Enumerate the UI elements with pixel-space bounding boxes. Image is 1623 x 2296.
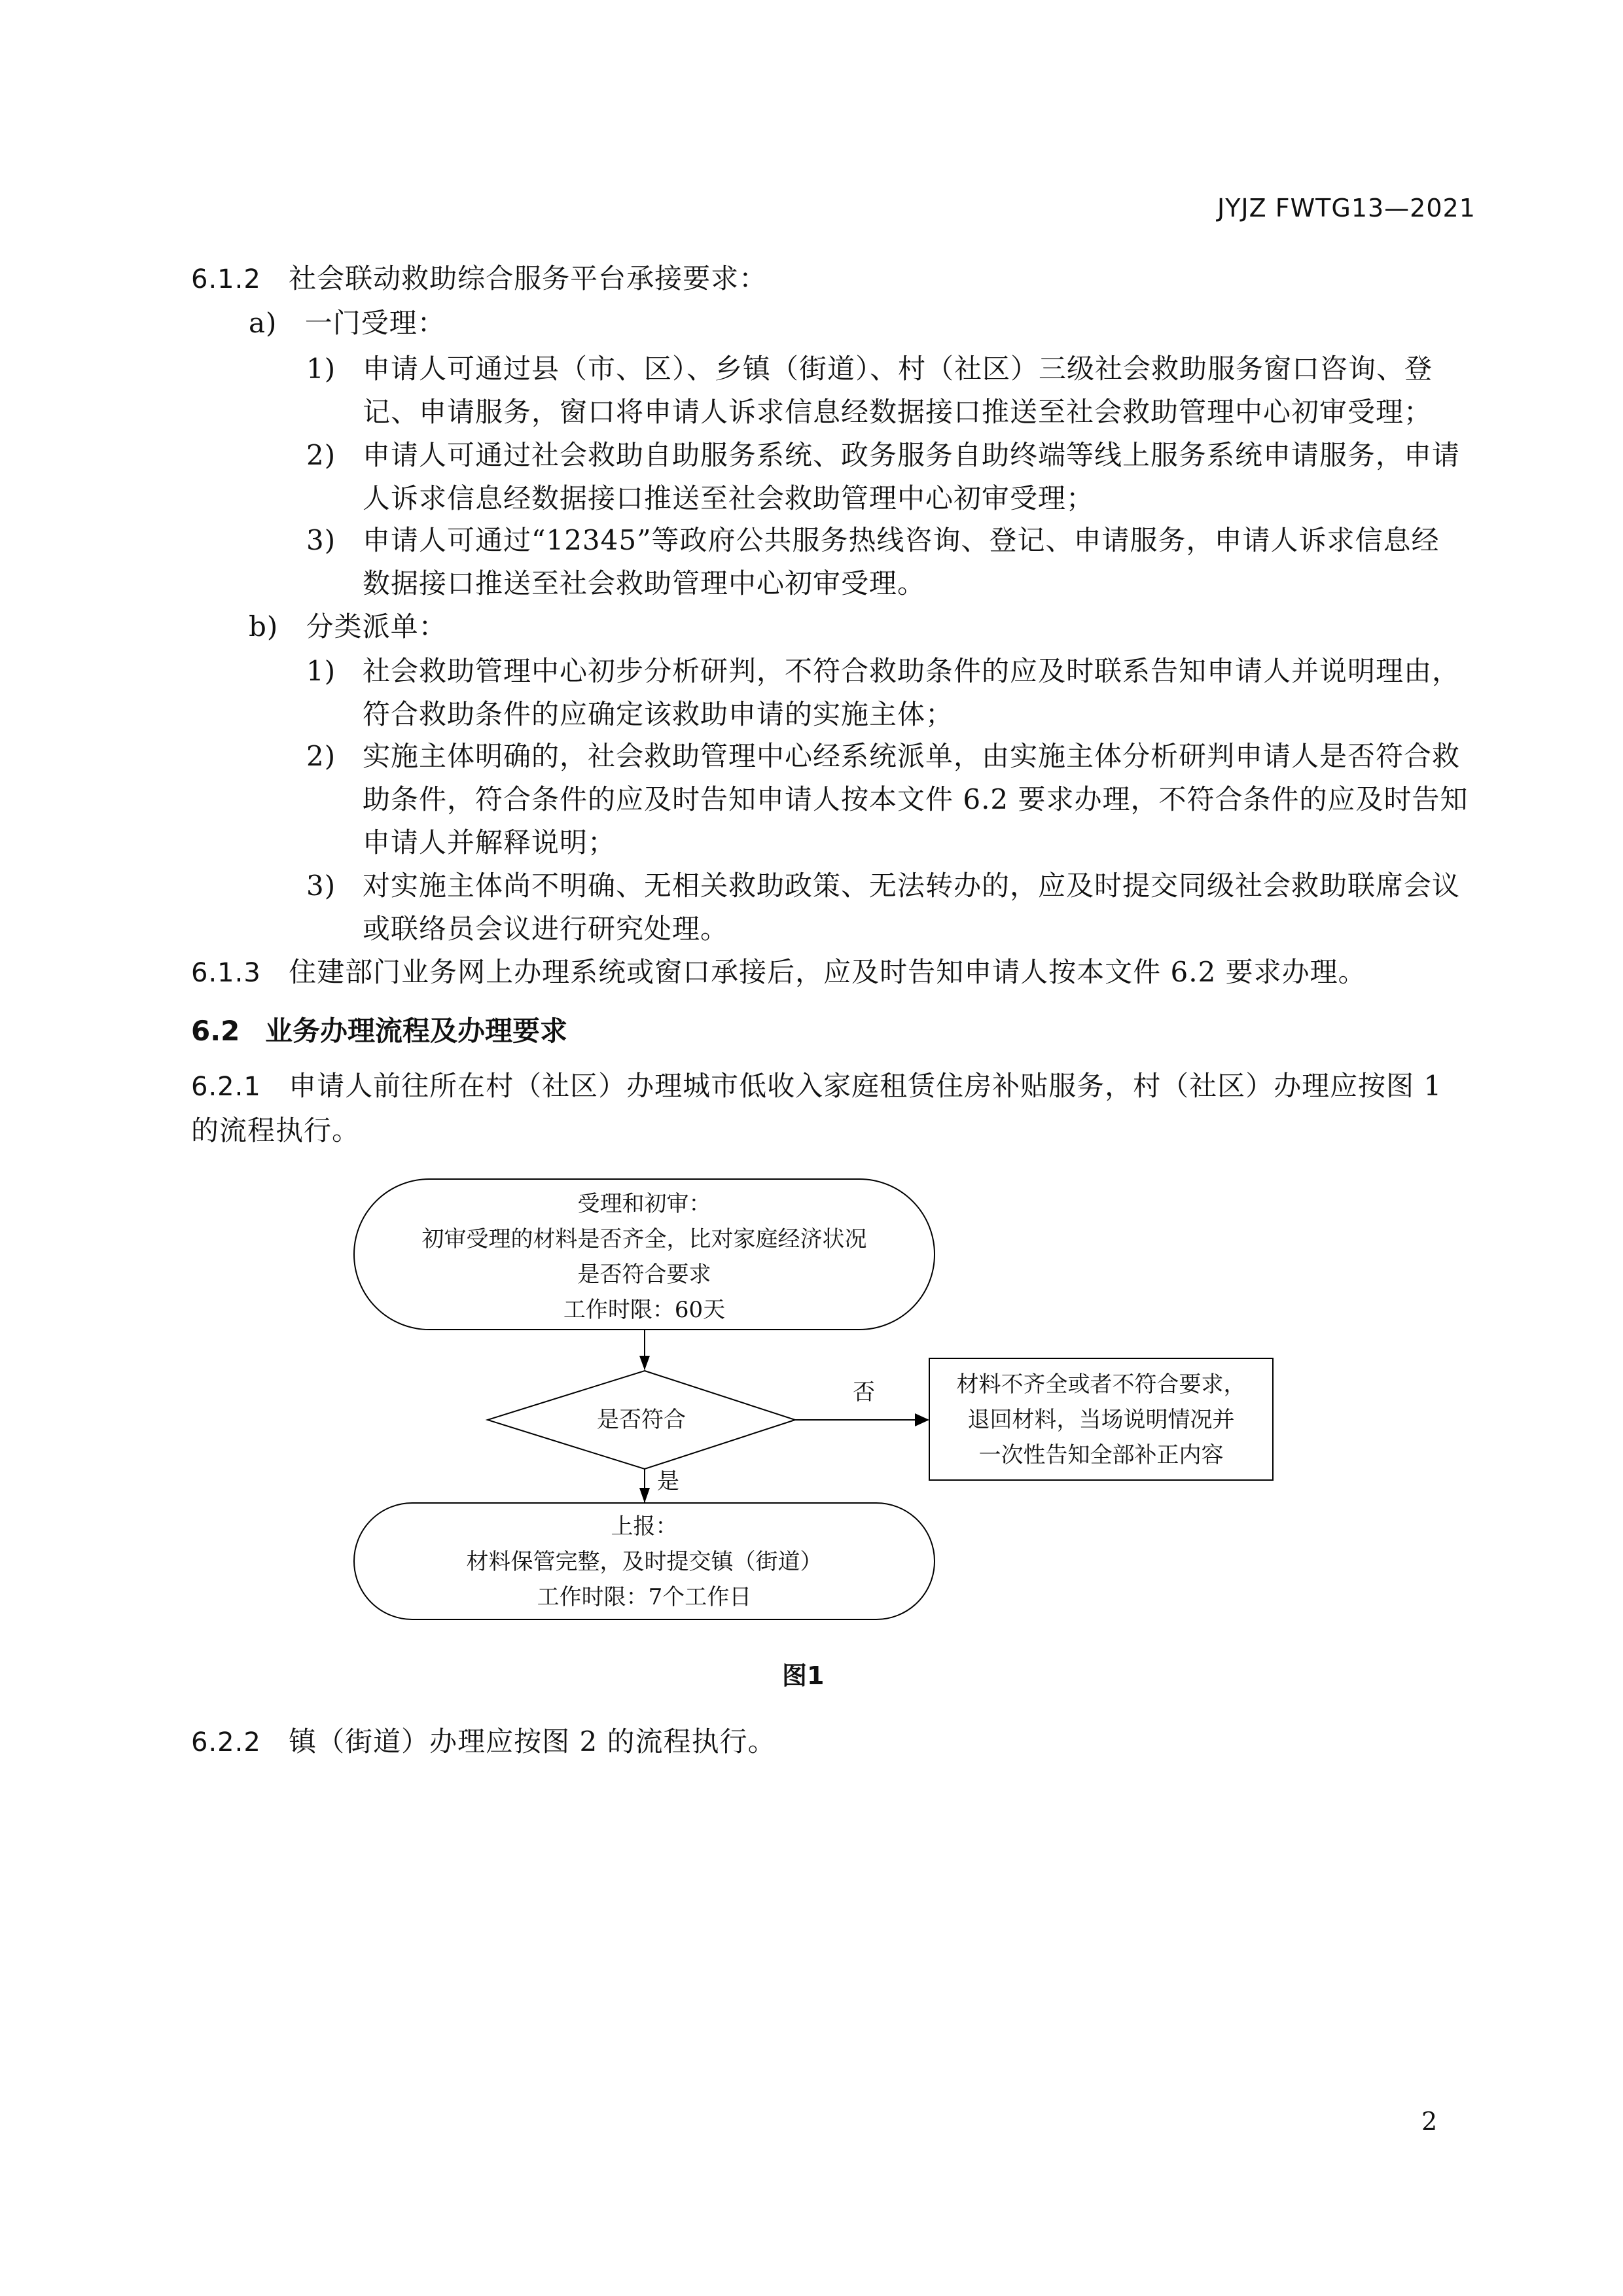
no-branch-label: 否 — [853, 1379, 875, 1405]
start-description-cont: 是否符合要求 — [577, 1262, 711, 1288]
section-6-1-3 — [191, 953, 1366, 993]
yes-branch-label: 是 — [657, 1468, 679, 1494]
section-title: 社会联动救助综合服务平台承接要求： — [289, 262, 768, 294]
arrowhead-down-icon — [639, 1356, 650, 1370]
section-6-1-2-heading — [191, 259, 767, 299]
list-item — [306, 349, 1433, 389]
end-time-limit: 工作时限：7个工作日 — [537, 1584, 752, 1610]
section-text: 住建部门业务网上办理系统或窗口承接后，应及时告知申请人按本文件 6.2 要求办理。 — [289, 956, 1366, 988]
list-item-text: 社会救助管理中心初步分析研判，不符合救助条件的应及时联系告知申请人并说明理由， — [363, 655, 1461, 687]
start-description: 初审受理的材料是否齐全，比对家庭经济状况 — [421, 1226, 867, 1252]
page-number: 2 — [1421, 2107, 1438, 2136]
end-title: 上报： — [611, 1513, 678, 1540]
decision-label: 是否符合 — [597, 1407, 686, 1433]
section-text: 申请人前往所在村（社区）办理城市低收入家庭租赁住房补贴服务，村（社区）办理应按图 1 — [289, 1070, 1442, 1102]
reject-line-2: 退回材料，当场说明情况并 — [967, 1407, 1235, 1433]
item-a-heading — [249, 304, 446, 343]
start-time-limit: 工作时限：60天 — [563, 1297, 726, 1323]
reject-box — [929, 1358, 1273, 1480]
item-label: b) — [249, 610, 279, 643]
list-item-continuation: 符合救助条件的应确定该救助申请的实施主体； — [363, 698, 954, 730]
list-item-continuation: 助条件，符合条件的应及时告知申请人按本文件 6.2 要求办理，不符合条件的应及时告知 — [363, 783, 1469, 815]
list-item-number: 3) — [306, 870, 336, 902]
list-item — [306, 521, 1440, 560]
arrowhead-down-icon — [639, 1488, 650, 1503]
list-item-number: 2) — [306, 439, 336, 471]
section-number: 6.1.3 — [191, 958, 261, 988]
list-item-text: 对实施主体尚不明确、无相关救助政策、无法转办的，应及时提交同级社会救助联席会议 — [363, 870, 1461, 902]
section-6-2-1-continuation: 的流程执行。 — [191, 1114, 361, 1146]
section-6-2-heading — [191, 1012, 567, 1051]
list-item-number: 1) — [306, 353, 336, 385]
list-item-text: 实施主体明确的，社会救助管理中心经系统派单，由实施主体分析研判申请人是否符合救 — [363, 740, 1461, 772]
list-item-text: 申请人可通过“12345”等政府公共服务热线咨询、登记、申请服务，申请人诉求信息经 — [363, 524, 1440, 556]
section-text: 镇（街道）办理应按图 2 的流程执行。 — [289, 1725, 776, 1757]
section-number: 6.2.1 — [191, 1072, 261, 1102]
list-item-continuation: 人诉求信息经数据接口推送至社会救助管理中心初审受理； — [363, 482, 1095, 514]
list-item — [306, 436, 1460, 475]
list-item-continuation: 或联络员会议进行研究处理。 — [363, 913, 729, 945]
list-item-continuation: 数据接口推送至社会救助管理中心初审受理。 — [363, 567, 926, 599]
figure-caption: 图1 — [782, 1661, 825, 1690]
item-title: 分类派单： — [306, 610, 447, 643]
item-title: 一门受理： — [304, 307, 446, 339]
arrowhead-right-icon — [915, 1413, 929, 1426]
section-6-2-2 — [191, 1722, 776, 1762]
list-item — [306, 866, 1460, 906]
start-terminator — [354, 1179, 935, 1330]
end-terminator — [354, 1503, 935, 1619]
section-6-2-1 — [191, 1067, 1442, 1106]
section-number: 6.2.2 — [191, 1727, 261, 1757]
list-item-number: 2) — [306, 740, 336, 772]
list-item-continuation: 记、申请服务，窗口将申请人诉求信息经数据接口推送至社会救助管理中心初审受理； — [363, 396, 1433, 428]
reject-line-1: 材料不齐全或者不符合要求， — [956, 1371, 1246, 1398]
list-item — [306, 652, 1460, 691]
document-code: JYJZ FWTG13—2021 — [1217, 194, 1476, 222]
section-number: 6.1.2 — [191, 264, 261, 294]
decision-diamond — [488, 1371, 795, 1469]
list-item-text: 申请人可通过社会救助自助服务系统、政务服务自助终端等线上服务系统申请服务，申请 — [363, 439, 1461, 471]
list-item — [306, 737, 1460, 776]
end-description: 材料保管完整，及时提交镇（街道） — [466, 1549, 823, 1575]
start-title: 受理和初审： — [577, 1191, 711, 1217]
section-title: 业务办理流程及办理要求 — [265, 1015, 568, 1047]
list-item-text: 申请人可通过县（市、区）、乡镇（街道）、村（社区）三级社会救助服务窗口咨询、登 — [363, 353, 1433, 385]
item-b-heading — [249, 607, 447, 646]
list-item-number: 3) — [306, 524, 336, 556]
list-item-number: 1) — [306, 655, 336, 687]
section-number: 6.2 — [191, 1015, 240, 1047]
list-item-continuation: 申请人并解释说明； — [363, 826, 616, 858]
reject-line-3: 一次性告知全部补正内容 — [978, 1442, 1224, 1468]
item-label: a) — [249, 307, 277, 339]
